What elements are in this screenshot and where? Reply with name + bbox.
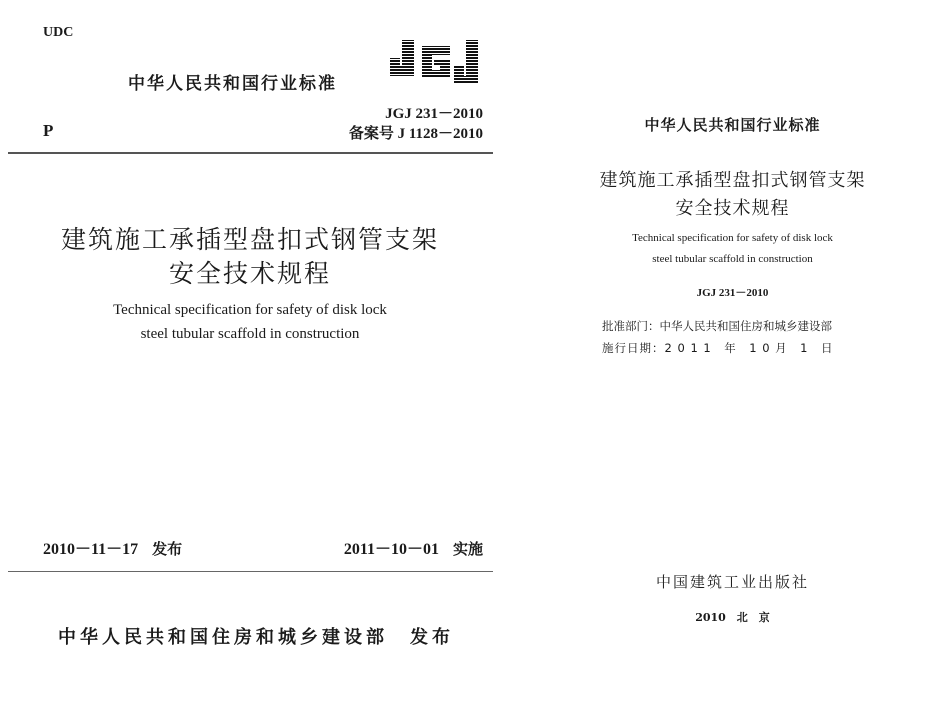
title-chinese-line1: 建筑施工承插型盘扣式钢管支架 [60, 225, 439, 254]
title-page-chinese-line2: 安全技术规程 [675, 198, 790, 219]
issue-date: 2010－11－17 [43, 541, 139, 558]
udc-label: UDC [43, 25, 74, 40]
top-divider [8, 152, 493, 154]
implement-label: 实施 [452, 540, 483, 558]
title-english-line1: Technical specification for safety of disk lock [113, 302, 387, 318]
title-page-english-line1: Technical specification for safety of disk lock [632, 232, 833, 244]
ministry-action: 发布 [410, 627, 454, 648]
title-page-chinese-line1: 建筑施工承插型盘扣式钢管支架 [599, 170, 866, 191]
title-page-industry-heading: 中华人民共和国行业标准 [644, 116, 821, 134]
issue-date-row [43, 536, 182, 559]
title-page-english-line2: steel tubular scaffold in construction [652, 253, 813, 265]
title-page [565, 0, 950, 704]
ministry-name: 中华人民共和国住房和城乡建设部 [58, 627, 388, 648]
industry-standard-heading: 中华人民共和国行业标准 [128, 74, 337, 94]
issue-label: 发布 [152, 540, 183, 558]
implement-date: 2011－10－01 [343, 541, 439, 558]
standard-code: JGJ 231－2010 [385, 106, 483, 122]
standard-code-block [349, 104, 483, 144]
implement-date-row [344, 536, 483, 559]
classification-letter: P [43, 121, 54, 140]
publish-year-city: 2010 北 京 [695, 611, 770, 624]
jgj-logo [388, 36, 483, 92]
bottom-divider [8, 571, 493, 572]
title-chinese-line2: 安全技术规程 [168, 259, 331, 288]
effective-date: 施行日期：2 0 1 1 年 1 0 月 1 日 [602, 341, 834, 355]
approval-department: 批准部门：中华人民共和国住房和城乡建设部 [602, 319, 832, 333]
record-number: 备案号 J 1128－2010 [348, 126, 483, 142]
publisher-name: 中国建筑工业出版社 [655, 573, 809, 591]
issuing-ministry [58, 623, 454, 649]
title-english-line2: steel tubular scaffold in construction [140, 326, 360, 342]
title-page-code: JGJ 231－2010 [696, 287, 769, 299]
